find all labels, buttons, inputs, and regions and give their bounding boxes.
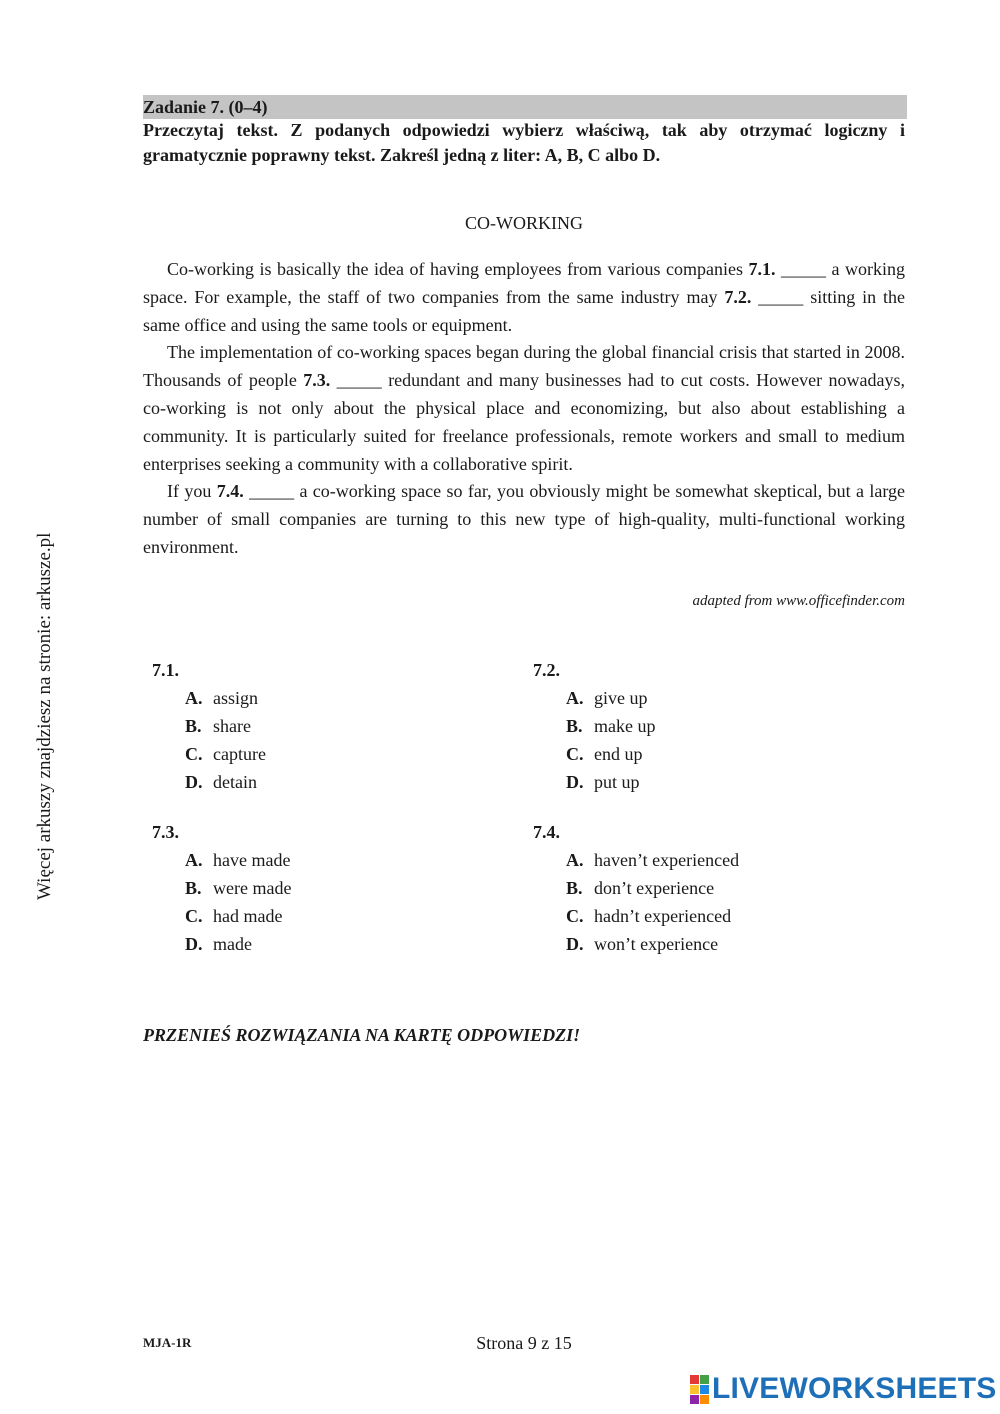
gap-label-7-2: 7.2. bbox=[724, 286, 752, 307]
option-b[interactable]: B. share bbox=[185, 716, 251, 736]
option-c[interactable]: C. capture bbox=[185, 744, 266, 764]
option-d[interactable]: D. made bbox=[185, 934, 252, 954]
logo-tile bbox=[690, 1395, 699, 1404]
liveworksheets-logo[interactable] bbox=[690, 1372, 997, 1406]
gap-label-7-4: 7.4. bbox=[216, 481, 244, 502]
question-number: 7.4. bbox=[533, 822, 560, 842]
gap-blank-7-3[interactable]: _____ bbox=[336, 370, 382, 391]
question-7-2 bbox=[524, 656, 854, 796]
option-d[interactable]: D. detain bbox=[185, 772, 257, 792]
page-number: Strona 9 z 15 bbox=[476, 1333, 572, 1353]
option-b[interactable]: B. don’t experience bbox=[566, 878, 715, 898]
question-7-3 bbox=[143, 818, 473, 958]
logo-tile bbox=[700, 1375, 709, 1384]
text-title: CO-WORKING bbox=[465, 213, 583, 233]
option-d[interactable]: D. put up bbox=[566, 772, 640, 792]
option-d[interactable]: D. won’t experience bbox=[566, 934, 719, 954]
option-c[interactable]: C. had made bbox=[185, 906, 283, 926]
question-number: 7.2. bbox=[533, 660, 560, 680]
gap-label-7-1: 7.1. bbox=[748, 259, 776, 279]
logo-tile bbox=[700, 1395, 709, 1404]
paragraph-2: The implementation of co-working spaces began during the global financial crisis that started in 2008. Thousands of people 7.3. _____ redundant and many businesses had to cut costs. However nowadays, co-working is not only about the physical place and economizing, but also about establishing a community. It is particularly suited for freelance professionals, remote workers and small to medium enterprises seeking a community with a collaborative spirit. bbox=[143, 342, 906, 474]
logo-tiles-icon bbox=[690, 1375, 709, 1404]
option-b[interactable]: B. were made bbox=[185, 878, 292, 898]
task-instructions: Przeczytaj tekst. Z podanych odpowiedzi wybierz właściwą, tak aby otrzymać logiczny i gramatycznie poprawny tekst. Zakreśl jedną z liter: A, B, C albo D. bbox=[143, 120, 905, 165]
option-a[interactable]: A. haven’t experienced bbox=[566, 850, 740, 870]
option-c[interactable]: C. end up bbox=[566, 744, 643, 764]
option-a[interactable]: A. give up bbox=[566, 688, 648, 708]
question-7-4 bbox=[524, 818, 854, 958]
option-a[interactable]: A. have made bbox=[185, 850, 291, 870]
option-c[interactable]: C. hadn’t experienced bbox=[566, 906, 732, 926]
task-header: Zadanie 7. (0–4) bbox=[143, 95, 907, 119]
question-number: 7.3. bbox=[152, 822, 179, 842]
logo-tile bbox=[690, 1385, 699, 1394]
reading-text bbox=[143, 256, 905, 562]
logo-text: LIVEWORKSHEETS bbox=[712, 1372, 997, 1405]
side-watermark-note: Więcej arkuszy znajdziesz na stronie: arkusze.pl bbox=[34, 532, 55, 900]
logo-tile bbox=[690, 1375, 699, 1384]
paragraph-1: Co-working is basically the idea of having employees from various companies 7.1. _____ a working space. For example, the staff of two companies from the same industry may 7.2. _____ sitting in the same office and using the same tools or equipment. bbox=[143, 259, 906, 335]
question-7-1 bbox=[143, 656, 473, 796]
option-a[interactable]: A. assign bbox=[185, 688, 258, 708]
gap-label-7-3: 7.3. bbox=[303, 370, 331, 391]
paragraph-3: If you 7.4. _____ a co-working space so far, you obviously might be somewhat skeptical, but a large number of small companies are turning to this new type of high-quality, multi-functional working environment. bbox=[143, 481, 905, 557]
gap-blank-7-4[interactable]: _____ bbox=[249, 481, 295, 502]
logo-tile bbox=[700, 1385, 709, 1394]
transfer-answers-banner: PRZENIEŚ ROZWIĄZANIA NA KARTĘ ODPOWIEDZI! bbox=[143, 1025, 581, 1045]
gap-blank-7-2[interactable]: _____ bbox=[758, 286, 804, 307]
option-b[interactable]: B. make up bbox=[566, 716, 656, 736]
gap-blank-7-1[interactable]: _____ bbox=[781, 259, 826, 279]
question-number: 7.1. bbox=[152, 660, 179, 680]
text-source: adapted from www.officefinder.com bbox=[692, 593, 905, 609]
exam-code: MJA-1R bbox=[143, 1335, 192, 1350]
